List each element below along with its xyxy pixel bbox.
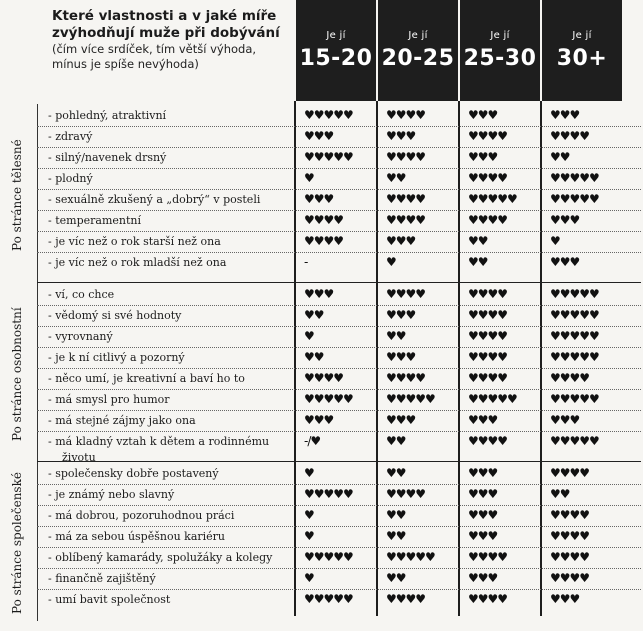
table-row <box>40 253 600 274</box>
hearts-cell: - <box>304 255 308 269</box>
row-label: - silný/navenek drsný <box>48 151 167 164</box>
table-row <box>40 506 600 527</box>
hearts-cell: ♥♥ <box>386 329 406 343</box>
hearts-cell: ♥♥♥♥ <box>386 487 426 501</box>
table-row <box>40 190 600 211</box>
hearts-cell: ♥♥♥ <box>468 108 498 122</box>
page-subtitle: (čím více srdíček, tím větší výhoda, mínus je spíše nevýhoda) <box>52 42 257 71</box>
hearts-cell: ♥♥♥♥ <box>550 571 590 585</box>
hearts-cell: ♥♥♥ <box>550 413 580 427</box>
row-label: - finančně zajištěný <box>48 572 156 585</box>
column-range: 25-30 <box>463 46 537 71</box>
hearts-cell: ♥♥♥♥ <box>386 213 426 227</box>
hearts-cell: ♥ <box>304 571 314 585</box>
table-row <box>40 548 600 569</box>
hearts-cell: ♥♥♥♥ <box>468 308 508 322</box>
table-row <box>40 127 600 148</box>
table-row <box>40 411 600 432</box>
hearts-cell: ♥♥♥♥ <box>468 434 508 448</box>
table-row <box>40 232 600 253</box>
column-header-20-25 <box>378 0 458 101</box>
table-row <box>40 327 600 348</box>
hearts-cell: ♥♥ <box>550 150 570 164</box>
hearts-cell: ♥♥♥ <box>468 487 498 501</box>
hearts-cell: ♥ <box>304 466 314 480</box>
hearts-cell: ♥ <box>304 508 314 522</box>
hearts-cell: ♥ <box>304 171 314 185</box>
group-label: Po stránce společenské <box>10 472 24 615</box>
group-divider <box>37 282 641 284</box>
row-label: - oblíbený kamarády, spolužáky a kolegy <box>48 551 273 564</box>
hearts-cell: ♥♥♥ <box>550 592 580 606</box>
hearts-cell: ♥♥ <box>386 508 406 522</box>
hearts-cell: ♥♥♥♥ <box>386 108 426 122</box>
hearts-cell: ♥♥♥♥♥ <box>304 487 353 501</box>
hearts-cell: -/♥ <box>304 434 321 448</box>
hearts-cell: ♥♥♥♥ <box>468 329 508 343</box>
row-label: - sexuálně zkušený a „dobrý“ v posteli <box>48 193 261 206</box>
row-label: - plodný <box>48 172 93 185</box>
table-row <box>40 348 600 369</box>
hearts-cell: ♥♥♥♥♥ <box>468 392 517 406</box>
row-label: - je víc než o rok starší než ona <box>48 235 221 248</box>
column-label: Je jí <box>326 30 346 41</box>
row-label: - něco umí, je kreativní a baví ho to <box>48 372 245 385</box>
column-range: 30+ <box>556 46 608 71</box>
hearts-cell: ♥♥♥ <box>468 413 498 427</box>
column-label: Je jí <box>572 30 592 41</box>
column-range: 15-20 <box>299 46 373 71</box>
hearts-cell: ♥♥♥ <box>468 508 498 522</box>
column-header-30-plus <box>542 0 622 101</box>
row-label: - má stejné zájmy jako ona <box>48 414 196 427</box>
hearts-cell: ♥♥♥♥ <box>550 529 590 543</box>
table-header-title <box>52 8 288 72</box>
column-header-25-30 <box>460 0 540 101</box>
hearts-cell: ♥♥♥♥ <box>304 213 344 227</box>
hearts-cell: ♥♥♥ <box>386 234 416 248</box>
hearts-cell: ♥ <box>386 255 396 269</box>
table-row <box>40 390 600 411</box>
row-label: - vyrovnaný <box>48 330 113 343</box>
hearts-cell: ♥ <box>304 529 314 543</box>
row-label-continued: životu <box>62 451 96 464</box>
hearts-cell: ♥♥♥ <box>304 413 334 427</box>
hearts-cell: ♥♥♥ <box>304 192 334 206</box>
table-row <box>40 306 600 327</box>
row-label: - má dobrou, pozoruhodnou práci <box>48 509 235 522</box>
hearts-cell: ♥♥♥ <box>386 350 416 364</box>
hearts-cell: ♥♥♥♥ <box>468 213 508 227</box>
row-label: - má za sebou úspěšnou kariéru <box>48 530 226 543</box>
hearts-cell: ♥♥♥♥ <box>304 371 344 385</box>
hearts-cell: ♥♥♥ <box>468 150 498 164</box>
group-left-border <box>37 283 38 461</box>
table-row <box>40 211 600 232</box>
hearts-cell: ♥♥♥♥ <box>468 171 508 185</box>
column-label: Je jí <box>408 30 428 41</box>
row-label: - vědomý si své hodnoty <box>48 309 182 322</box>
hearts-cell: ♥♥ <box>304 350 324 364</box>
row-label: - má kladný vztah k dětem a rodinnému <box>48 435 270 448</box>
hearts-cell: ♥♥♥♥♥ <box>386 550 435 564</box>
hearts-cell: ♥♥ <box>386 171 406 185</box>
hearts-cell: ♥♥♥♥♥ <box>550 350 599 364</box>
table-row <box>40 569 600 590</box>
hearts-cell: ♥♥♥♥ <box>386 150 426 164</box>
hearts-cell: ♥♥♥♥ <box>468 371 508 385</box>
hearts-cell: ♥♥♥ <box>468 571 498 585</box>
hearts-cell: ♥♥♥♥ <box>550 466 590 480</box>
hearts-cell: ♥♥ <box>386 434 406 448</box>
hearts-cell: ♥♥♥ <box>386 413 416 427</box>
hearts-cell: ♥♥♥ <box>304 129 334 143</box>
hearts-cell: ♥♥ <box>386 529 406 543</box>
row-label: - společensky dobře postavený <box>48 467 219 480</box>
hearts-cell: ♥♥♥♥♥ <box>550 329 599 343</box>
column-header-15-20 <box>296 0 376 101</box>
row-label: - zdravý <box>48 130 93 143</box>
row-label: - je víc než o rok mladší než ona <box>48 256 227 269</box>
column-range: 20-25 <box>381 46 455 71</box>
column-label: Je jí <box>490 30 510 41</box>
hearts-cell: ♥♥♥♥ <box>468 129 508 143</box>
hearts-cell: ♥♥♥♥♥ <box>550 434 599 448</box>
table-row <box>40 106 600 127</box>
hearts-cell: ♥♥♥♥♥ <box>468 192 517 206</box>
hearts-cell: ♥♥♥♥♥ <box>550 308 599 322</box>
table-row <box>40 464 600 485</box>
row-label: - pohledný, atraktivní <box>48 109 167 122</box>
hearts-cell: ♥♥♥♥ <box>386 287 426 301</box>
group-label: Po stránce osobnostní <box>10 307 24 441</box>
hearts-cell: ♥♥♥♥ <box>550 129 590 143</box>
row-label: - je k ní citlivý a pozorný <box>48 351 185 364</box>
table-row <box>40 590 600 611</box>
hearts-cell: ♥♥♥♥ <box>550 508 590 522</box>
row-label: - umí bavit společnost <box>48 593 171 606</box>
hearts-cell: ♥♥♥♥♥ <box>304 150 353 164</box>
hearts-cell: ♥♥♥ <box>386 308 416 322</box>
hearts-cell: ♥♥ <box>468 234 488 248</box>
page-title: Které vlastnosti a v jaké míře zvýhodňují muže při dobývání <box>52 8 280 41</box>
hearts-cell: ♥♥♥♥ <box>468 550 508 564</box>
hearts-cell: ♥♥♥♥♥ <box>304 592 353 606</box>
hearts-cell: ♥♥♥♥ <box>386 192 426 206</box>
hearts-cell: ♥♥ <box>550 487 570 501</box>
hearts-cell: ♥♥♥♥♥ <box>550 192 599 206</box>
hearts-cell: ♥♥♥ <box>550 213 580 227</box>
hearts-cell: ♥♥ <box>468 255 488 269</box>
hearts-cell: ♥♥♥ <box>468 529 498 543</box>
hearts-cell: ♥♥♥ <box>550 255 580 269</box>
hearts-cell: ♥♥♥♥ <box>468 287 508 301</box>
row-label: - temperamentní <box>48 214 141 227</box>
table-row <box>40 369 600 390</box>
hearts-cell: ♥♥♥♥♥ <box>304 550 353 564</box>
hearts-cell: ♥♥♥♥ <box>468 592 508 606</box>
hearts-cell: ♥♥♥♥ <box>468 350 508 364</box>
row-label: - ví, co chce <box>48 288 115 301</box>
group-label: Po stránce tělesné <box>10 139 24 251</box>
hearts-cell: ♥♥ <box>386 466 406 480</box>
hearts-cell: ♥♥♥♥ <box>550 550 590 564</box>
table-row <box>40 285 600 306</box>
row-label: - je známý nebo slavný <box>48 488 175 501</box>
group-left-border <box>37 104 38 282</box>
hearts-cell: ♥♥♥♥♥ <box>550 392 599 406</box>
table-row <box>40 169 600 190</box>
hearts-cell: ♥ <box>304 329 314 343</box>
hearts-cell: ♥♥♥ <box>550 108 580 122</box>
hearts-cell: ♥♥♥♥ <box>550 371 590 385</box>
hearts-cell: ♥♥♥♥♥ <box>550 287 599 301</box>
row-label: - má smysl pro humor <box>48 393 170 406</box>
table-row <box>40 527 600 548</box>
hearts-cell: ♥ <box>550 234 560 248</box>
hearts-cell: ♥♥♥♥♥ <box>304 392 353 406</box>
hearts-cell: ♥♥♥♥ <box>386 371 426 385</box>
hearts-cell: ♥♥ <box>386 571 406 585</box>
hearts-cell: ♥♥♥ <box>386 129 416 143</box>
hearts-cell: ♥♥♥♥ <box>386 592 426 606</box>
hearts-cell: ♥♥♥♥♥ <box>304 108 353 122</box>
table-row <box>40 485 600 506</box>
hearts-cell: ♥♥♥♥ <box>304 234 344 248</box>
hearts-cell: ♥♥♥ <box>468 466 498 480</box>
hearts-cell: ♥♥♥♥♥ <box>550 171 599 185</box>
hearts-cell: ♥♥ <box>304 308 324 322</box>
hearts-cell: ♥♥♥ <box>304 287 334 301</box>
hearts-cell: ♥♥♥♥♥ <box>386 392 435 406</box>
table-row <box>40 148 600 169</box>
group-divider <box>37 461 641 463</box>
